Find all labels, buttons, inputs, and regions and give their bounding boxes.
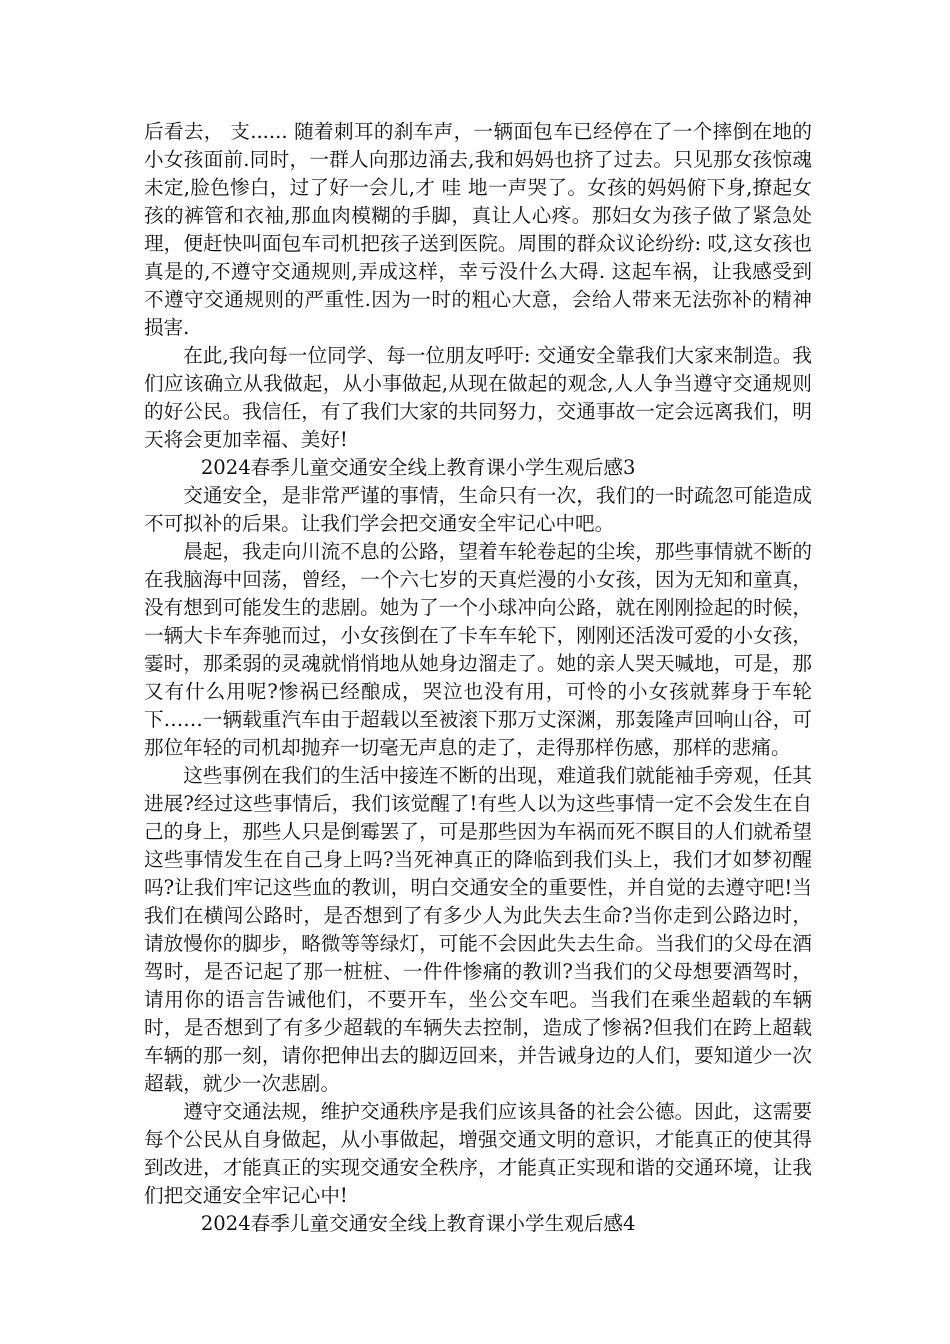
body-paragraph: 这些事例在我们的生活中接连不断的出现，难道我们就能袖手旁观，任其进展?经过这些事情后，我们该觉醒了!有些人以为这些事情一定不会发生在自己的身上，那些人只是倒霉罢了，可是那些因为车祸而死不瞑目的人们就希望这些事情发生在自己身上吗?当死神真正的降临到我们头上，我们才如梦初醒吗?让我们牢记这些血的教训，明白交通安全的重要性，并自觉的去遵守吧!当我们在横闯公路时，是否想到了有多少人为此失去生命?当你走到公路边时，请放慢你的脚步，略微等等绿灯，可能不会因此失去生命。当我们的父母在酒驾时，是否记起了那一桩桩、一件件惨痛的教训?当我们的父母想要酒驾时，请用你的语言告诫他们，不要开车，坐公交车吧。当我们在乘坐超载的车辆时，是否想到了有多少超载的车辆失去控制，造成了惨祸?但我们在跨上超载车辆的那一刻，请你把伸出去的脚迈回来，并告诫身边的人们，要知道少一次超载，就少一次悲剧。 bbox=[144, 764, 812, 1095]
body-paragraph: 遵守交通法规，维护交通秩序是我们应该具备的社会公德。因此，这需要每个公民从自身做起，从小事做起，增强交通文明的意识，才能真正的使其得到改进，才能真正的实现交通安全秩序，才能真正实现和谐的交通环境，让我们把交通安全牢记心中! bbox=[144, 1100, 812, 1207]
document-page bbox=[144, 118, 812, 1238]
body-paragraph: 晨起，我走向川流不息的公路，望着车轮卷起的尘埃，那些事情就不断的在我脑海中回荡，曾经，一个六七岁的天真烂漫的小女孩，因为无知和童真，没有想到可能发生的悲剧。她为了一个小球冲向公路，就在刚刚捡起的时候，一辆大卡车奔驰而过，小女孩倒在了卡车车轮下，刚刚还活泼可爱的小女孩，霎时，那柔弱的灵魂就悄悄地从她身边溜走了。她的亲人哭天喊地，可是，那又有什么用呢?惨祸已经酿成，哭泣也没有用，可怜的小女孩就葬身于车轮下……一辆载重汽车由于超载以至被滚下那万丈深渊，那轰隆声回响山谷，可那位年轻的司机却抛弃一切毫无声息的走了，走得那样伤感，那样的悲痛。 bbox=[144, 540, 812, 759]
body-paragraph: 后看去， 支...... 随着刺耳的刹车声，一辆面包车已经停在了一个摔倒在地的小女孩面前.同时，一群人向那边涌去,我和妈妈也挤了过去。只见那女孩惊魂未定,脸色惨白，过了好一会儿,才 哇 地一声哭了。女孩的妈妈俯下身,撩起女孩的裤管和衣袖,那血肉模糊的手脚，真让人心疼。那妇女为孩子做了紧急处理，便赶快叫面包车司机把孩子送到医院。周围的群众议论纷纷: 哎,这女孩也真是的,不遵守交通规则,弄成这样，幸亏没什么大碍. 这起车祸，让我感受到不遵守交通规则的严重性.因为一时的粗心大意，会给人带来无法弥补的精神损害. bbox=[144, 120, 812, 339]
section-heading: 2024春季儿童交通安全线上教育课小学生观后感4 bbox=[200, 1212, 636, 1235]
section-heading: 2024春季儿童交通安全线上教育课小学生观后感3 bbox=[200, 456, 636, 479]
body-paragraph: 在此,我向每一位同学、每一位朋友呼吁: 交通安全靠我们大家来制造。我们应该确立从我做起，从小事做起,从现在做起的观念,人人争当遵守交通规则的好公民。我信任，有了我们大家的共同努力，交通事故一定会远离我们，明天将会更加幸福、美好! bbox=[144, 344, 812, 451]
body-paragraph: 交通安全，是非常严谨的事情，生命只有一次，我们的一时疏忽可能造成不可拟补的后果。让我们学会把交通安全牢记心中吧。 bbox=[144, 484, 812, 535]
